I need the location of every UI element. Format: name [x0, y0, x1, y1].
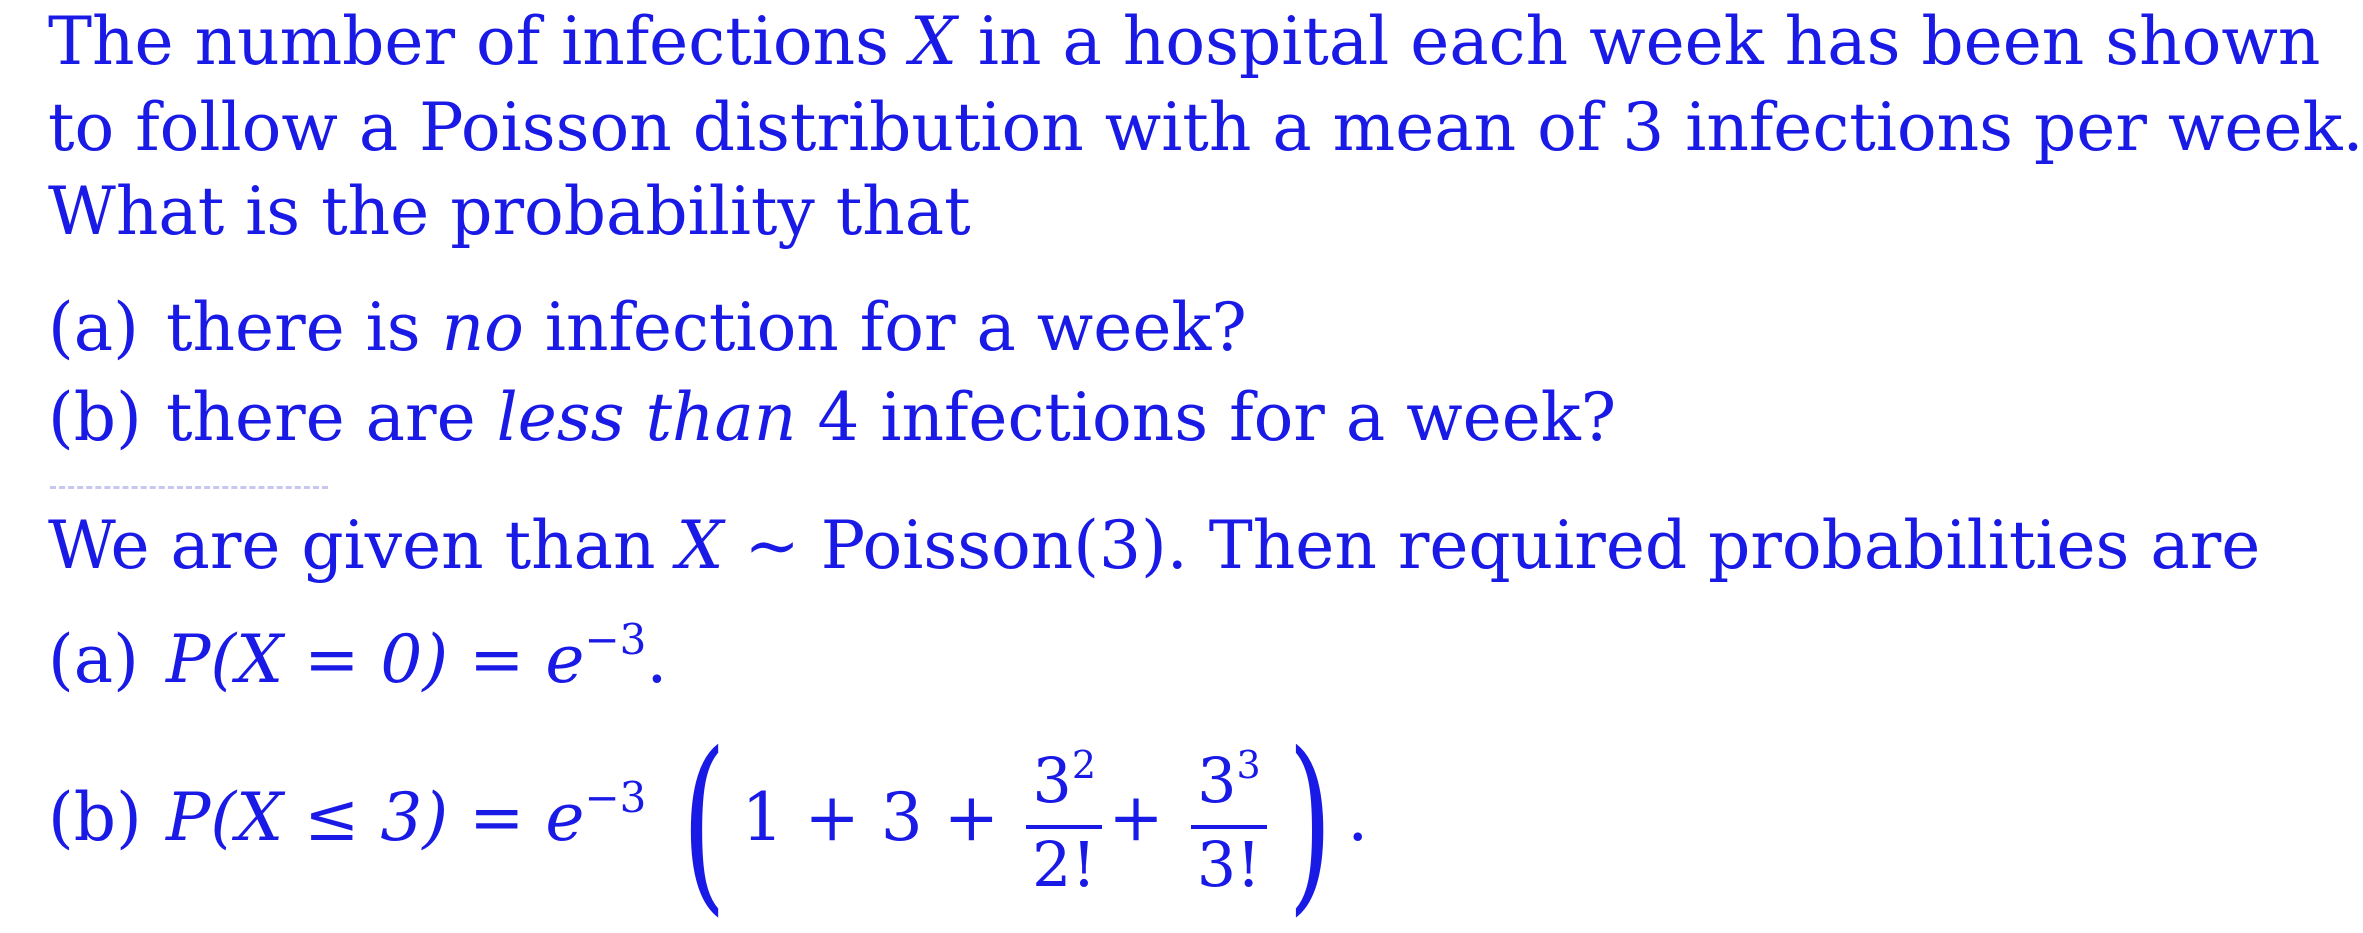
answer-a-exponent: −3	[584, 615, 647, 664]
question-b-label: (b)	[48, 379, 142, 456]
question-a-label: (a)	[48, 289, 139, 366]
problem-line-1-text-a: The number of infections	[48, 3, 910, 80]
question-b-emphasis: less than	[496, 379, 797, 456]
fraction-1-denominator: 2!	[1032, 828, 1097, 901]
fraction-1-numerator	[1026, 745, 1102, 825]
fraction-2-base: 3	[1197, 744, 1237, 817]
question-a-text-end: infection for a week?	[523, 289, 1247, 366]
variable-x: X	[909, 3, 957, 80]
left-parenthesis: (	[682, 712, 727, 933]
answer-b-label: (b)	[48, 779, 142, 856]
question-b	[48, 378, 1616, 458]
fraction-3-cubed-over-3-factorial	[1191, 745, 1267, 901]
answer-b-terms: 1 + 3 +	[741, 779, 1000, 856]
answer-a-label: (a)	[48, 621, 139, 698]
answer-b	[48, 712, 1369, 933]
right-parenthesis: )	[1287, 712, 1333, 933]
fraction-1-base: 3	[1032, 744, 1072, 817]
problem-line-2: to follow a Poisson distribution with a mean of 3 infections per week.	[48, 89, 2363, 166]
answer-a-period: .	[646, 621, 668, 698]
answer-b-expression: P(X ≤ 3) = e	[166, 779, 585, 856]
question-a-text: there is	[166, 289, 442, 366]
question-b-text-end: 4 infections for a week?	[796, 379, 1617, 456]
fraction-2-denominator: 3!	[1196, 828, 1262, 901]
solution-intro-text-a: We are given than	[48, 507, 677, 584]
question-b-text: there are	[166, 379, 497, 456]
solution-intro-text-b: ∼ Poisson(3). Then required probabilities are	[723, 507, 2261, 584]
problem-line-3: What is the probability that	[48, 173, 971, 250]
fraction-1-power: 2	[1071, 743, 1097, 787]
problem-line-1	[48, 2, 2320, 82]
fraction-2-power: 3	[1236, 743, 1261, 787]
answer-a-expression: P(X = 0) = e	[166, 621, 585, 698]
answer-b-exponent: −3	[584, 773, 647, 822]
section-divider	[50, 486, 328, 489]
fraction-3-squared-over-2-factorial	[1026, 745, 1102, 901]
answer-a	[48, 615, 668, 708]
plus-sign: +	[1108, 779, 1164, 856]
question-a	[48, 288, 1247, 368]
question-a-emphasis: no	[441, 289, 524, 366]
answer-b-period: .	[1347, 779, 1369, 856]
fraction-2-numerator	[1191, 745, 1267, 825]
solution-intro	[48, 506, 2260, 586]
solution-variable-x: X	[676, 507, 724, 584]
problem-line-1-text-b: in a hospital each week has been shown	[956, 3, 2321, 80]
